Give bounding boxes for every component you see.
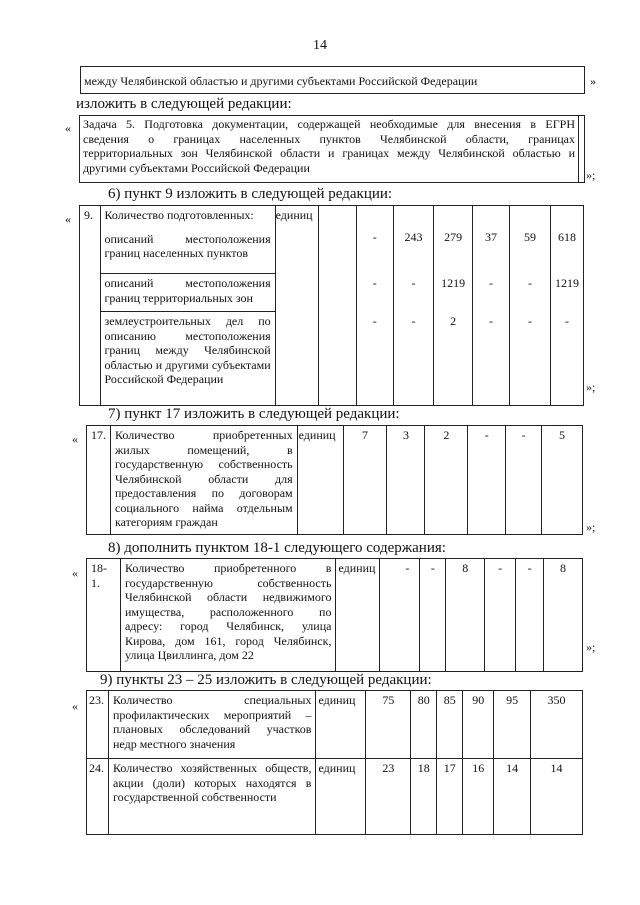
item18-1-number: 18-1. xyxy=(87,559,121,672)
item9-spacer xyxy=(319,206,356,406)
value-cell: 16 xyxy=(463,759,494,835)
item9-number: 9. xyxy=(80,206,101,406)
value-cell: 279 xyxy=(444,230,463,244)
text-line: описаний местоположения xyxy=(104,231,271,246)
value-cell: 95 xyxy=(494,691,531,759)
open-quote-3: « xyxy=(65,212,71,226)
value-cell: 1219 xyxy=(441,276,466,290)
item9-head: Количество подготовленных: xyxy=(100,206,275,230)
item24-unit: единиц xyxy=(316,759,366,835)
para-new-edition: изложить в следующей редакции: xyxy=(76,96,292,112)
text-line: государственную собственность xyxy=(115,457,293,471)
item18-1-text xyxy=(120,559,336,672)
item23-number: 23. xyxy=(87,691,109,759)
task5-line: территориальных зон Челябинской области и границах между Челябинской областью и xyxy=(83,146,575,160)
text-line: Челябинской области недвижимого xyxy=(124,590,332,604)
task5-line: другими субъектами Российской Федерации xyxy=(83,160,310,175)
text-line: акции (доли) которых находятся в xyxy=(113,775,312,790)
task5-line: сведения о границах населенных пунктов Челябинской области, границах xyxy=(83,131,575,146)
text-line: описаний местоположения xyxy=(104,276,271,290)
text-line: Количество специальных xyxy=(113,693,312,707)
item24-number: 24. xyxy=(87,759,109,835)
value-cell: - xyxy=(372,230,377,244)
value-cell: 7 xyxy=(343,426,387,535)
value-cell: 2 xyxy=(450,314,457,328)
page-number: 14 xyxy=(313,38,327,53)
text-line: границ населенных пунктов xyxy=(104,246,249,260)
table-item9 xyxy=(79,205,584,406)
value-cell: 350 xyxy=(531,691,583,759)
value-cell: - xyxy=(380,559,420,672)
value-cell: 243 xyxy=(404,230,423,244)
value-cell: 8 xyxy=(544,559,583,672)
text-line: областью и другими субъектами xyxy=(104,357,271,372)
text-line: Кирова, дом 161, город Челябинск, xyxy=(124,633,332,648)
text-line: улица Цвиллинга, дом 22 xyxy=(124,648,254,662)
value-cell: 1219 xyxy=(555,276,579,290)
task5-text xyxy=(83,117,575,175)
item23-text xyxy=(109,691,316,759)
close-quote-3: »; xyxy=(586,380,596,394)
value-cell: - xyxy=(488,314,493,328)
text-line: плановых обследований участков xyxy=(113,722,312,736)
value-cell: 618 xyxy=(558,230,576,244)
close-quote-4: »; xyxy=(586,520,596,534)
value-cell: - xyxy=(565,314,569,328)
value-cell: - xyxy=(485,559,516,672)
value-cell: 80 xyxy=(411,691,437,759)
close-quote-2: »; xyxy=(586,168,596,182)
value-cell: 75 xyxy=(366,691,411,759)
text-line: границ территориальных зон xyxy=(104,290,253,305)
item18-1-unit: единиц xyxy=(336,559,380,672)
value-cell: - xyxy=(468,426,506,535)
item9-val-col6 xyxy=(551,206,584,406)
value-cell: 3 xyxy=(387,426,425,535)
value-cell: 2 xyxy=(425,426,468,535)
text-line: Российской Федерации xyxy=(104,372,224,386)
close-quote-1: » xyxy=(590,74,596,88)
value-cell: 59 xyxy=(523,230,536,244)
text-line: недр местного значения xyxy=(113,736,236,751)
open-quote-6: « xyxy=(72,699,78,713)
item9-val-col2 xyxy=(393,206,433,406)
value-cell: 85 xyxy=(437,691,463,759)
text-line: профилактических мероприятий – xyxy=(113,707,312,722)
item9-val-col3 xyxy=(434,206,473,406)
value-cell: - xyxy=(372,314,377,328)
close-quote-5: »; xyxy=(586,640,596,654)
item23-unit: единиц xyxy=(316,691,366,759)
text-line: государственной собственности xyxy=(113,790,277,804)
value-cell: 23 xyxy=(366,759,411,835)
para-items23-25: 9) пункты 23 – 25 изложить в следующей редакции: xyxy=(100,672,432,688)
value-cell: 5 xyxy=(542,426,583,535)
open-quote-2: « xyxy=(65,121,71,135)
value-cell: 17 xyxy=(437,759,463,835)
item9-val-col5 xyxy=(509,206,550,406)
value-cell: - xyxy=(527,276,532,290)
table-item17 xyxy=(86,425,583,535)
value-cell: 90 xyxy=(463,691,494,759)
value-cell: - xyxy=(516,559,544,672)
value-cell: 14 xyxy=(494,759,531,835)
text-line: жилых помещений, в xyxy=(115,442,293,457)
value-cell: - xyxy=(488,276,493,290)
item17-number: 17. xyxy=(87,426,111,535)
value-cell: - xyxy=(527,314,532,328)
item9-val-col1 xyxy=(356,206,393,406)
item17-unit: единиц xyxy=(297,426,343,535)
open-quote-4: « xyxy=(72,432,78,446)
value-cell: 37 xyxy=(484,230,497,244)
value-cell: 18 xyxy=(411,759,437,835)
table-item18-1 xyxy=(86,558,583,672)
text-line: описанию местоположения xyxy=(104,328,271,343)
text-line: Количество хозяйственных обществ, xyxy=(113,761,312,775)
task5-cell-right xyxy=(578,115,585,183)
item24-text xyxy=(109,759,316,835)
value-cell: 8 xyxy=(446,559,485,672)
text-line: Количество приобретенных xyxy=(115,428,293,442)
open-quote-5: « xyxy=(72,566,78,580)
para-item17: 7) пункт 17 изложить в следующей редакции: xyxy=(108,406,400,422)
item9-row3-text xyxy=(100,312,275,406)
value-cell: - xyxy=(411,276,416,290)
item9-val-col4 xyxy=(473,206,510,406)
task5-line: Задача 5. Подготовка документации, содержащей необходимые для внесения в ЕГРН xyxy=(83,117,575,131)
value-cell: 14 xyxy=(531,759,583,835)
text-line: имущества, расположенного по xyxy=(124,604,332,619)
table-items23-24 xyxy=(86,690,583,835)
text-line: Количество приобретенного в xyxy=(124,561,332,575)
item9-row1-text xyxy=(100,230,275,274)
text-line: предоставления по договорам xyxy=(115,486,293,500)
value-cell: - xyxy=(372,276,377,290)
text-line: социального найма отдельным xyxy=(115,500,293,515)
text-line: землеустроительных дел по xyxy=(104,314,271,328)
value-cell: - xyxy=(411,314,416,328)
item9-row2-text xyxy=(100,274,275,312)
text-line: адресу: город Челябинск, улица xyxy=(124,619,332,633)
value-cell: - xyxy=(420,559,446,672)
item17-text xyxy=(111,426,298,535)
para-item18-1: 8) дополнить пунктом 18-1 следующего содержания: xyxy=(108,540,446,556)
text-line: Челябинской области для xyxy=(115,471,293,486)
para-item9: 6) пункт 9 изложить в следующей редакции: xyxy=(108,186,393,202)
text-line: государственную собственность xyxy=(124,575,332,590)
text-line: категориям граждан xyxy=(115,515,218,529)
prev-text: между Челябинской областью и другими субъектами Российской Федерации xyxy=(84,74,478,88)
text-line: границ между Челябинской xyxy=(104,343,271,357)
value-cell: - xyxy=(506,426,542,535)
item9-unit: единиц xyxy=(275,206,319,406)
